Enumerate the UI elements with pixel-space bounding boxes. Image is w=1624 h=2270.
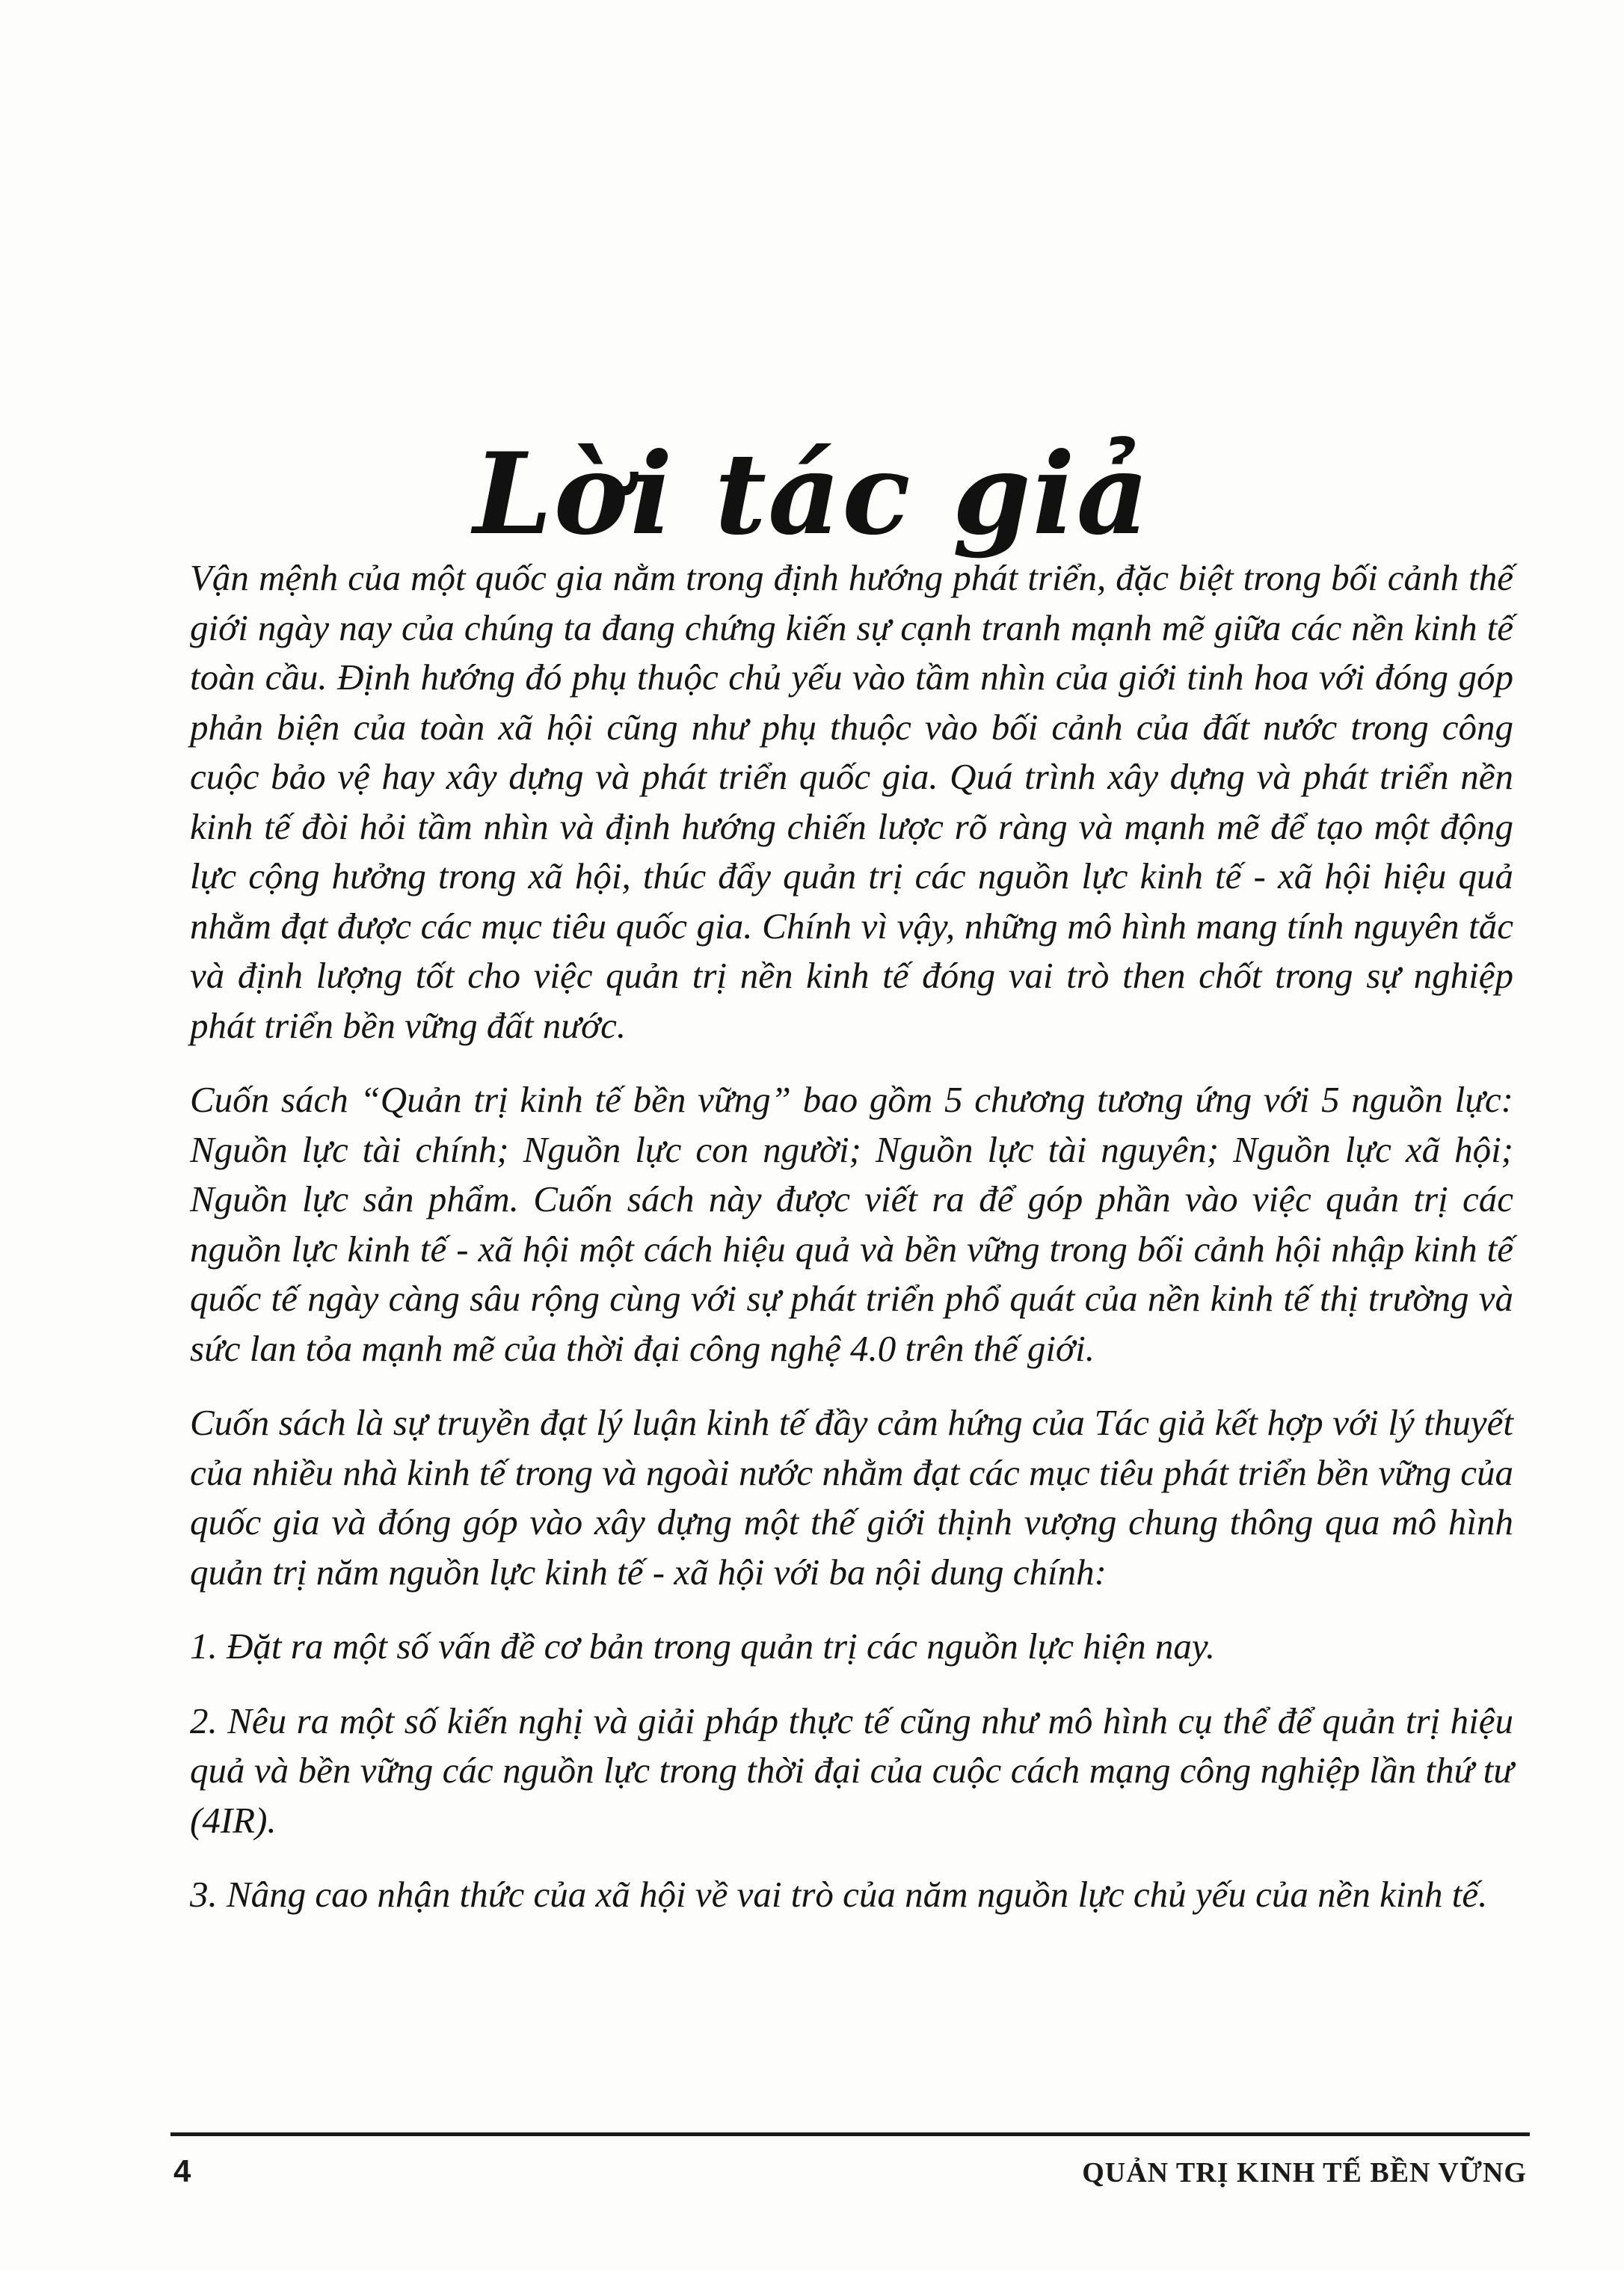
running-title: QUẢN TRỊ KINH TẾ BỀN VỮNG bbox=[1082, 2157, 1527, 2189]
list-item-3: 3. Nâng cao nhận thức của xã hội về vai trò của năm nguồn lực chủ yếu của nền kinh tế. bbox=[190, 1874, 1488, 1915]
paragraph-2: Cuốn sách “Quản trị kinh tế bền vững” bao gồm 5 chương tương ứng với 5 nguồn lực: Nguồn lực tài chính; Nguồn lực con người; Nguồn lực tài nguyên; Nguồn lực xã hội; Nguồn lực sản phẩm. Cuốn sách này được viết ra để góp phần vào việc quản trị các nguồn lực kinh tế - xã hội một cách hiệu quả và bền vững trong bối cảnh hội nhập kinh tế quốc tế ngày càng sâu rộng cùng với sự phát triển phổ quát của nền kinh tế thị trường và sức lan tỏa mạnh mẽ của thời đại công nghệ 4.0 trên thế giới. bbox=[190, 1079, 1513, 1369]
paragraph-3: Cuốn sách là sự truyền đạt lý luận kinh tế đầy cảm hứng của Tác giả kết hợp với lý thuyết của nhiều nhà kinh tế trong và ngoài nước nhằm đạt các mục tiêu phát triển bền vững của quốc gia và đóng góp vào xây dựng một thế giới thịnh vượng chung thông qua mô hình quản trị năm nguồn lực kinh tế - xã hội với ba nội dung chính: bbox=[190, 1402, 1513, 1593]
footer-divider bbox=[170, 2132, 1530, 2136]
page-number: 4 bbox=[173, 2153, 191, 2189]
list-item-1: 1. Đặt ra một số vấn đề cơ bản trong quản trị các nguồn lực hiện nay. bbox=[190, 1625, 1216, 1667]
body-text bbox=[190, 553, 1513, 1945]
page-title: Lời tác giả bbox=[473, 428, 1151, 560]
list-item-2: 2. Nêu ra một số kiến nghị và giải pháp thực tế cũng như mô hình cụ thể để quản trị hiệu quả và bền vững các nguồn lực trong thời đại của cuộc cách mạng công nghiệp lần thứ tư (4IR). bbox=[190, 1700, 1513, 1841]
paragraph-1: Vận mệnh của một quốc gia nằm trong định hướng phát triển, đặc biệt trong bối cảnh thế giới ngày nay của chúng ta đang chứng kiến sự cạnh tranh mạnh mẽ giữa các nền kinh tế toàn cầu. Định hướng đó phụ thuộc chủ yếu vào tầm nhìn của giới tinh hoa với đóng góp phản biện của toàn xã hội cũng như phụ thuộc vào bối cảnh của đất nước trong công cuộc bảo vệ hay xây dựng và phát triển quốc gia. Quá trình xây dựng và phát triển nền kinh tế đòi hỏi tầm nhìn và định hướng chiến lược rõ ràng và mạnh mẽ để tạo một động lực cộng hưởng trong xã hội, thúc đẩy quản trị các nguồn lực kinh tế - xã hội hiệu quả nhằm đạt được các mục tiêu quốc gia. Chính vì vậy, những mô hình mang tính nguyên tắc và định lượng tốt cho việc quản trị nền kinh tế đóng vai trò then chốt trong sự nghiệp phát triển bền vững đất nước. bbox=[190, 557, 1513, 1046]
